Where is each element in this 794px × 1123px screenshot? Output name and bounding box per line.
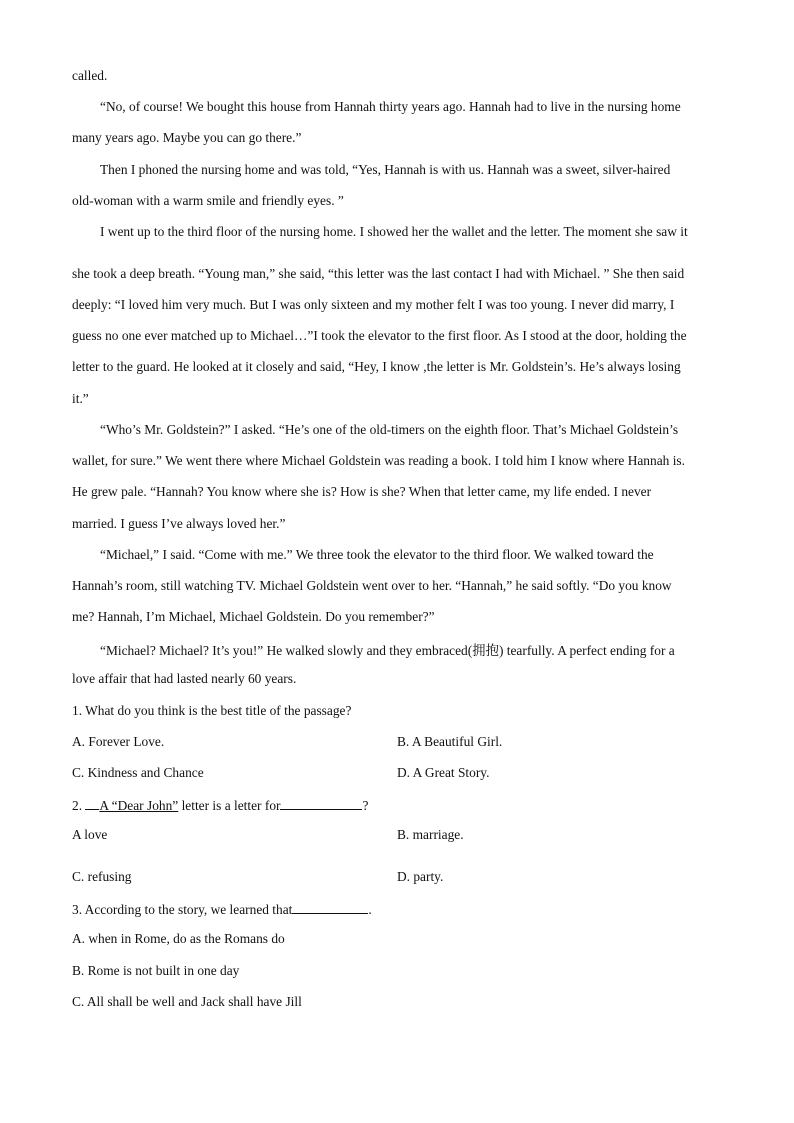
question-3-stem-end: . — [368, 902, 372, 917]
passage-line: “No, of course! We bought this house from Hannah thirty years ago. Hannah had to live in the nursing home — [100, 99, 681, 114]
question-3-stem-text: 3. According to the story, we learned that — [72, 902, 293, 917]
passage-line: guess no one ever matched up to Michael…”I took the elevator to the first floor. As I stood at the door, holding the — [72, 328, 687, 343]
underline-lead — [85, 797, 99, 810]
passage-line: “Michael,” I said. “Come with me.” We three took the elevator to the third floor. We walked toward the — [100, 547, 654, 562]
question-2-option-a[interactable]: A love — [72, 827, 108, 842]
question-2-option-b[interactable]: B. marriage. — [397, 827, 464, 842]
passage-line: Hannah’s room, still watching TV. Michael Goldstein went over to her. “Hannah,” he said softly. “Do you know — [72, 578, 672, 593]
answer-blank[interactable] — [280, 796, 362, 810]
question-2-option-c[interactable]: C. refusing — [72, 869, 132, 884]
passage-line: it.” — [72, 391, 89, 406]
question-2-stem-text: letter is a letter for — [178, 798, 281, 813]
passage-line: He grew pale. “Hannah? You know where she is? How is she? When that letter came, my life ended. I never — [72, 484, 652, 499]
question-1-stem: 1. What do you think is the best title of the passage? — [72, 703, 352, 718]
passage-line: “Michael? Michael? It’s you!” He walked slowly and they embraced(拥抱) tearfully. A perfect ending for a — [100, 643, 675, 658]
question-2-stem — [72, 796, 368, 814]
passage-line: wallet, for sure.” We went there where Michael Goldstein was reading a book. I told him I know where Hannah is. — [72, 453, 685, 468]
passage-line: me? Hannah, I’m Michael, Michael Goldstein. Do you remember?” — [72, 609, 435, 624]
question-1-option-a[interactable]: A. Forever Love. — [72, 734, 165, 749]
question-3-option-b[interactable]: B. Rome is not built in one day — [72, 963, 240, 978]
passage-line: I went up to the third floor of the nursing home. I showed her the wallet and the letter. The moment she saw it — [100, 224, 688, 239]
question-3-option-c[interactable]: C. All shall be well and Jack shall have Jill — [72, 994, 302, 1009]
passage-line: “Who’s Mr. Goldstein?” I asked. “He’s one of the old-timers on the eighth floor. That’s Michael Goldstein’s — [100, 422, 679, 437]
passage-line: she took a deep breath. “Young man,” she said, “this letter was the last contact I had with Michael. ” She then said — [72, 266, 685, 281]
question-3-option-a[interactable]: A. when in Rome, do as the Romans do — [72, 931, 285, 946]
question-2-number: 2. — [72, 798, 83, 813]
passage-line: love affair that had lasted nearly 60 years. — [72, 671, 297, 686]
passage-line: letter to the guard. He looked at it closely and said, “Hey, I know ,the letter is Mr. Goldstein’s. He’s always losing — [72, 359, 681, 374]
question-2-option-d[interactable]: D. party. — [397, 869, 444, 884]
passage-line: married. I guess I’ve always loved her.” — [72, 516, 286, 531]
passage-line: Then I phoned the nursing home and was told, “Yes, Hannah is with us. Hannah was a sweet, silver-haired — [100, 162, 671, 177]
passage-line: old-woman with a warm smile and friendly eyes. ” — [72, 193, 344, 208]
question-1-option-d[interactable]: D. A Great Story. — [397, 765, 490, 780]
passage-line: deeply: “I loved him very much. But I was only sixteen and my mother felt I was too young. I never did marry, I — [72, 297, 675, 312]
question-3-stem — [72, 900, 372, 918]
question-1-option-c[interactable]: C. Kindness and Chance — [72, 765, 204, 780]
question-2-stem-end: ? — [362, 798, 369, 813]
question-2-underlined-phrase: A “Dear John” — [99, 798, 179, 813]
answer-blank[interactable] — [292, 900, 368, 914]
question-1-option-b[interactable]: B. A Beautiful Girl. — [397, 734, 503, 749]
passage-line: called. — [72, 68, 108, 83]
passage-line: many years ago. Maybe you can go there.” — [72, 130, 302, 145]
